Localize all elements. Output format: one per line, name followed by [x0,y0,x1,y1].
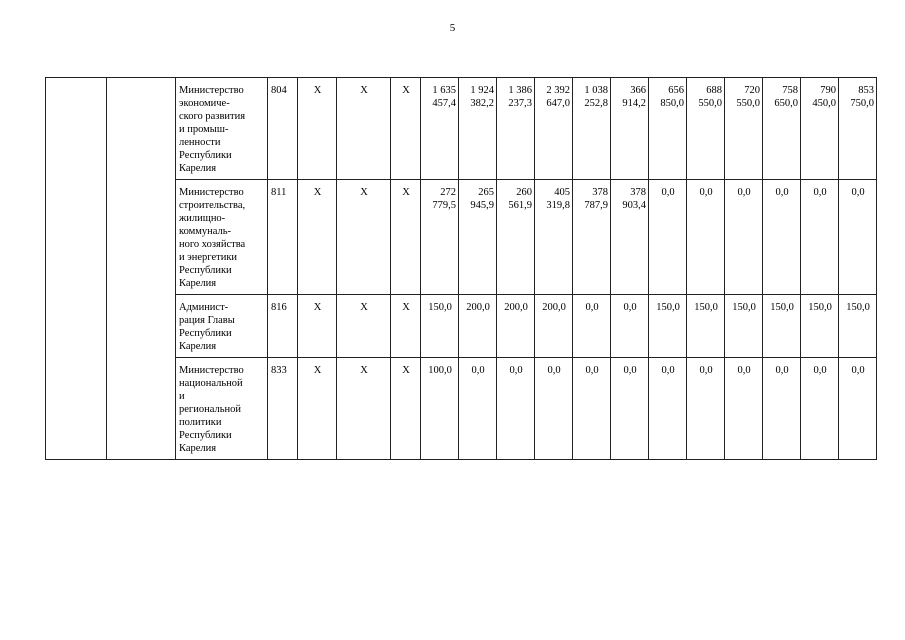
x-mark-cell: Х [298,180,337,295]
organization-line: и промыш- [179,124,229,135]
value-cell [687,295,725,358]
value-text: 0,0 [813,365,827,376]
organization-line: и энергетики [179,252,238,263]
value-cell [573,180,611,295]
value-text: 252,8 [584,98,608,109]
organization-line: Республики [179,265,232,276]
organization-line: Министерство [179,365,244,376]
x-mark-cell: Х [337,295,391,358]
value-cell [535,78,573,180]
value-text: 0,0 [585,302,599,313]
value-cell [649,295,687,358]
value-text: 265 [478,187,494,198]
value-cell [497,358,535,460]
value-cell [763,295,801,358]
organization-line: Карелия [179,443,217,454]
value-cell [535,295,573,358]
value-text: 0,0 [547,365,561,376]
x-mark-cell: Х [391,78,421,180]
value-cell [687,358,725,460]
x-mark-cell: Х [298,78,337,180]
value-text: 366 [630,85,646,96]
x-mark-cell: Х [391,295,421,358]
value-cell [573,78,611,180]
value-cell [573,295,611,358]
value-text: 1 038 [584,85,608,96]
value-cell [801,295,839,358]
value-cell [421,295,459,358]
table-body [46,78,877,460]
organization-line: ленности [179,137,221,148]
organization-line: Карелия [179,278,217,289]
value-text: 647,0 [546,98,570,109]
value-cell [649,180,687,295]
value-text: 0,0 [661,187,675,198]
page-number: 5 [449,22,456,34]
value-cell [459,358,497,460]
value-cell [649,78,687,180]
value-text: 0,0 [775,187,789,198]
x-mark-cell: Х [298,358,337,460]
value-cell [421,180,459,295]
organization-line: Республики [179,430,232,441]
budget-table [45,77,877,460]
value-text: 903,4 [622,200,646,211]
value-cell [573,358,611,460]
value-cell [801,358,839,460]
value-text: 150,0 [732,302,756,313]
value-text: 850,0 [660,98,684,109]
value-text: 0,0 [699,187,713,198]
organization-line: Админист- [179,302,229,313]
value-text: 853 [858,85,874,96]
organization-line: Республики [179,150,232,161]
value-text: 237,3 [508,98,532,109]
value-text: 0,0 [471,365,485,376]
value-text: 1 924 [470,85,494,96]
value-text: 457,4 [432,98,456,109]
organization-cell [176,358,268,460]
value-text: 0,0 [737,187,751,198]
value-text: 0,0 [737,365,751,376]
value-text: 150,0 [808,302,832,313]
x-mark-cell: Х [337,78,391,180]
value-cell [459,295,497,358]
organization-line: Республики [179,328,232,339]
value-text: 779,5 [432,200,456,211]
value-cell [497,295,535,358]
value-text: 1 386 [508,85,532,96]
value-text: 150,0 [694,302,718,313]
blank-cell-number [46,78,107,460]
value-cell [725,295,763,358]
value-text: 0,0 [851,187,865,198]
value-text: 150,0 [770,302,794,313]
value-text: 0,0 [851,365,865,376]
organization-cell [176,295,268,358]
organization-line: жилищно- [179,213,226,224]
value-cell [649,358,687,460]
value-text: 378 [592,187,608,198]
value-cell [535,358,573,460]
organization-line: рация Главы [179,315,235,326]
value-cell [839,78,877,180]
organization-line: Министерство [179,85,244,96]
code-cell: 833 [268,358,298,460]
value-cell [839,358,877,460]
value-text: 945,9 [470,200,494,211]
x-mark-cell: Х [337,180,391,295]
value-cell [687,78,725,180]
value-text: 0,0 [623,302,637,313]
value-cell [763,358,801,460]
code-cell: 804 [268,78,298,180]
table-row [46,78,877,180]
value-text: 688 [706,85,722,96]
value-text: 790 [820,85,836,96]
value-text: 550,0 [736,98,760,109]
value-text: 150,0 [656,302,680,313]
organization-line: национальной [179,378,243,389]
value-text: 750,0 [850,98,874,109]
value-text: 319,8 [546,200,570,211]
organization-line: и [179,391,185,402]
value-cell [497,180,535,295]
value-text: 150,0 [428,302,452,313]
organization-line: региональной [179,404,241,415]
value-cell [459,78,497,180]
value-text: 0,0 [813,187,827,198]
blank-cell-name [107,78,176,460]
value-text: 450,0 [812,98,836,109]
value-text: 0,0 [775,365,789,376]
organization-line: строительства, [179,200,246,211]
value-text: 561,9 [508,200,532,211]
value-text: 378 [630,187,646,198]
value-text: 272 [440,187,456,198]
organization-line: ного хозяйства [179,239,246,250]
x-mark-cell: Х [337,358,391,460]
value-text: 0,0 [509,365,523,376]
organization-cell [176,180,268,295]
organization-line: политики [179,417,222,428]
code-cell: 816 [268,295,298,358]
value-text: 200,0 [466,302,490,313]
value-cell [497,78,535,180]
value-text: 100,0 [428,365,452,376]
value-cell [421,78,459,180]
value-cell [687,180,725,295]
value-text: 758 [782,85,798,96]
value-text: 1 635 [432,85,456,96]
organization-line: Министерство [179,187,244,198]
value-text: 0,0 [585,365,599,376]
value-cell [763,78,801,180]
value-cell [763,180,801,295]
value-cell [725,78,763,180]
value-cell [839,295,877,358]
organization-line: ского развития [179,111,246,122]
value-cell [725,180,763,295]
value-text: 787,9 [584,200,608,211]
value-cell [611,295,649,358]
value-text: 656 [668,85,684,96]
value-text: 150,0 [846,302,870,313]
value-cell [421,358,459,460]
value-text: 0,0 [623,365,637,376]
value-text: 650,0 [774,98,798,109]
value-cell [801,78,839,180]
organization-line: коммуналь- [179,226,232,237]
value-text: 2 392 [546,85,570,96]
value-text: 550,0 [698,98,722,109]
value-text: 0,0 [699,365,713,376]
value-text: 0,0 [661,365,675,376]
x-mark-cell: Х [298,295,337,358]
value-cell [611,358,649,460]
value-text: 200,0 [504,302,528,313]
organization-cell [176,78,268,180]
value-cell [839,180,877,295]
value-text: 720 [744,85,760,96]
value-cell [459,180,497,295]
value-text: 200,0 [542,302,566,313]
organization-line: Карелия [179,341,217,352]
x-mark-cell: Х [391,358,421,460]
value-cell [801,180,839,295]
x-mark-cell: Х [391,180,421,295]
organization-line: экономиче- [179,98,230,109]
value-cell [535,180,573,295]
value-text: 405 [554,187,570,198]
value-text: 914,2 [622,98,646,109]
value-text: 382,2 [470,98,494,109]
organization-line: Карелия [179,163,217,174]
value-cell [611,78,649,180]
value-cell [725,358,763,460]
value-text: 260 [516,187,532,198]
value-cell [611,180,649,295]
code-cell: 811 [268,180,298,295]
